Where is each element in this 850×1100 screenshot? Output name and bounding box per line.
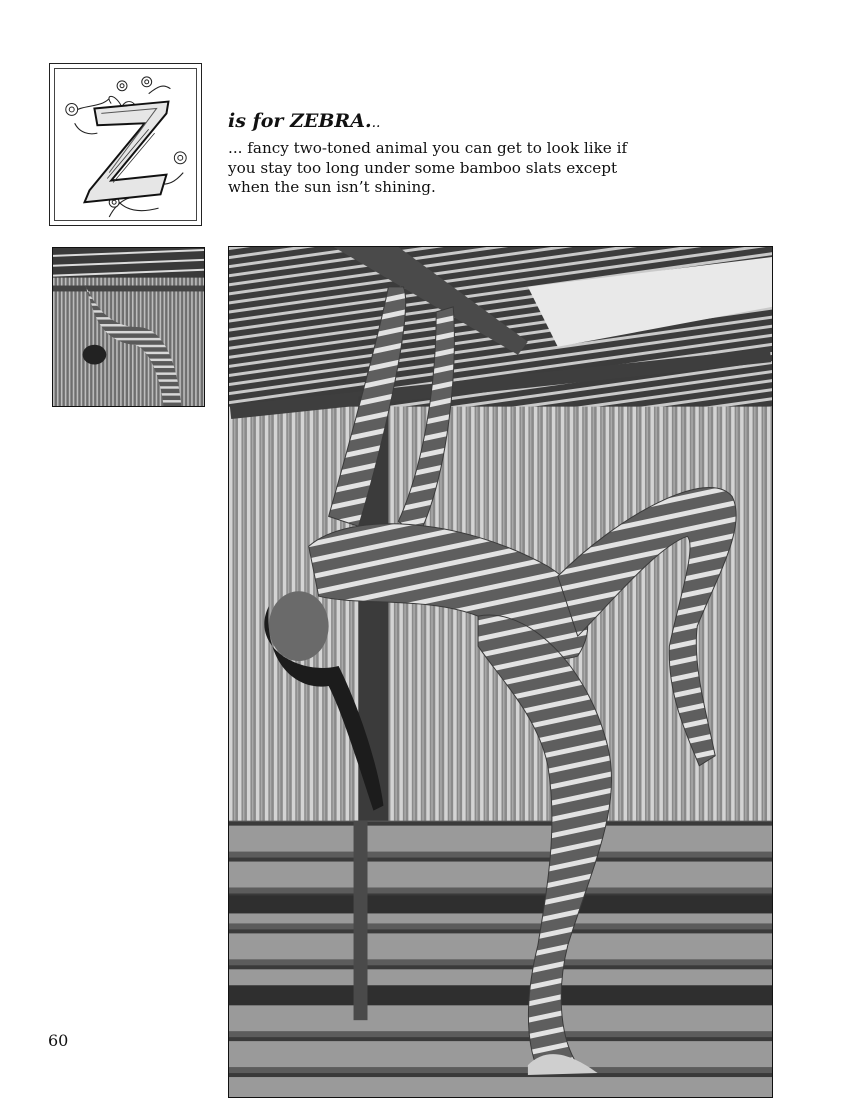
ornate-letter-z-icon [50, 64, 201, 225]
entry-description: ... fancy two-toned animal you can get to look like if you stay too long under some bamboo slats except when the sun isn’t shining. [228, 139, 628, 196]
thumbnail-photo [52, 247, 205, 407]
entry-heading [228, 110, 380, 132]
drop-cap-z-ornament [49, 63, 202, 226]
main-photo [228, 246, 773, 1098]
heading-title: is for ZEBRA. [228, 110, 372, 132]
heading-ellipsis: .. [371, 115, 381, 131]
page-number: 60 [48, 1031, 69, 1050]
